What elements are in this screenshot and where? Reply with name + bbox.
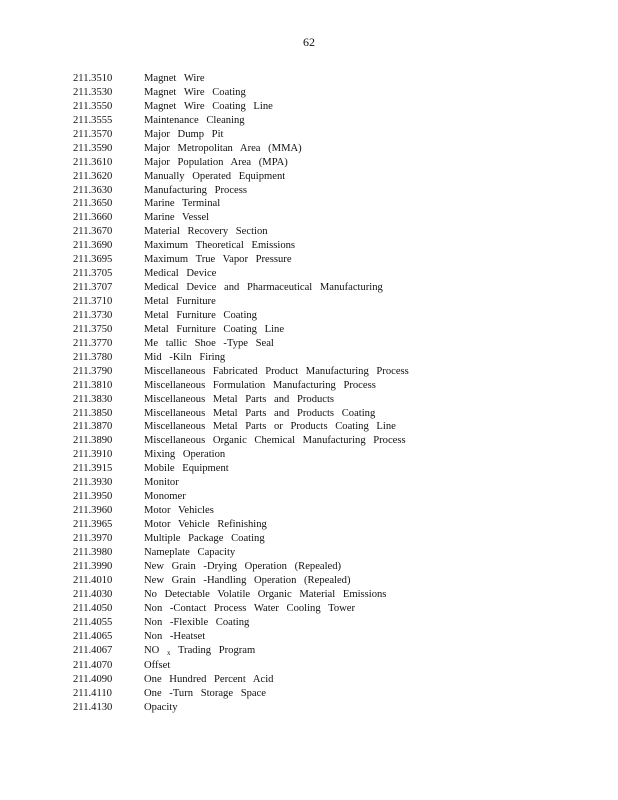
term-prefix: NO xyxy=(144,645,160,657)
defined-term: Non -Heatset xyxy=(144,630,206,642)
section-number: 211.3950 xyxy=(73,491,113,503)
defined-term: Motor Vehicle Refinishing xyxy=(144,519,267,530)
section-number: 211.4130 xyxy=(73,702,113,714)
defined-term: Non -Flexible Coating xyxy=(144,616,250,628)
section-number: 211.4010 xyxy=(73,574,113,586)
defined-term: Opacity xyxy=(144,702,178,714)
section-number: 211.3980 xyxy=(73,546,113,558)
section-number: 211.3695 xyxy=(73,254,113,266)
defined-term: Me tallic Shoe -Type Seal xyxy=(144,337,274,349)
defined-term: Medical Device and Pharmaceutical Manufacturing xyxy=(144,282,383,294)
section-number: 211.3930 xyxy=(73,477,113,489)
defined-term: Metal Furniture Coating Line xyxy=(144,323,285,335)
defined-term: Miscellaneous Metal Parts and Products xyxy=(144,393,335,405)
section-number: 211.3610 xyxy=(73,156,113,168)
section-number: 211.3650 xyxy=(73,198,113,210)
defined-term: Medical Device xyxy=(144,268,217,280)
defined-term: Maximum Theoretical Emissions xyxy=(144,240,296,252)
section-number: 211.4067 xyxy=(73,645,113,657)
defined-term: Offset xyxy=(144,660,171,672)
defined-term: Miscellaneous Metal Parts or Products Coating Line xyxy=(144,421,396,433)
defined-term: Magnet Wire Coating Line xyxy=(144,100,273,112)
section-number: 211.3970 xyxy=(73,532,113,544)
section-number: 211.3790 xyxy=(73,365,113,377)
defined-term: Major Metropolitan Area (MMA) xyxy=(144,142,302,154)
defined-term: Marine Vessel xyxy=(144,212,210,224)
defined-term: Monomer xyxy=(144,491,186,503)
section-number: 211.3555 xyxy=(73,114,113,126)
defined-term: Manually Operated Equipment xyxy=(144,170,286,182)
section-number: 211.4090 xyxy=(73,674,113,686)
defined-term: Metal Furniture xyxy=(144,296,216,307)
section-number: 211.3670 xyxy=(73,226,113,238)
section-number: 211.3990 xyxy=(73,560,113,572)
defined-term: Multiple Package Coating xyxy=(144,532,265,544)
defined-term: Major Population Area (MPA) xyxy=(144,156,288,168)
section-number: 211.3660 xyxy=(73,212,113,224)
section-number: 211.4110 xyxy=(73,688,112,700)
section-number: 211.3730 xyxy=(73,309,113,321)
term-subscript: x xyxy=(166,649,171,658)
defined-term: Miscellaneous Formulation Manufacturing Process xyxy=(144,379,376,391)
section-number: 211.3910 xyxy=(73,449,113,461)
section-number: 211.3780 xyxy=(73,351,113,363)
section-number: 211.3965 xyxy=(73,519,113,530)
defined-term: Miscellaneous Fabricated Product Manufacturing Process xyxy=(144,365,409,377)
section-number: 211.4030 xyxy=(73,588,113,600)
defined-term: Mobile Equipment xyxy=(144,463,229,475)
defined-term: Motor Vehicles xyxy=(144,505,214,517)
defined-term: New Grain -Handling Operation (Repealed) xyxy=(144,574,351,586)
section-number: 211.3750 xyxy=(73,323,113,335)
defined-term: New Grain -Drying Operation (Repealed) xyxy=(144,560,342,572)
section-number: 211.3707 xyxy=(73,282,113,294)
defined-term: Miscellaneous Metal Parts and Products Coating xyxy=(144,407,376,419)
section-number: 211.3960 xyxy=(73,505,113,517)
section-number: 211.3710 xyxy=(73,296,113,307)
defined-term: Material Recovery Section xyxy=(144,226,268,238)
defined-term: Maximum True Vapor Pressure xyxy=(144,254,292,266)
defined-term: Magnet Wire Coating xyxy=(144,86,246,98)
section-number: 211.4055 xyxy=(73,616,113,628)
section-number: 211.4065 xyxy=(73,630,113,642)
defined-term: Mid -Kiln Firing xyxy=(144,351,226,363)
section-number: 211.3850 xyxy=(73,407,113,419)
defined-term: One -Turn Storage Space xyxy=(144,688,266,700)
section-number: 211.3590 xyxy=(73,142,113,154)
section-number: 211.4070 xyxy=(73,660,113,672)
section-number: 211.3630 xyxy=(73,184,113,196)
section-number: 211.3810 xyxy=(73,379,113,391)
section-number: 211.3870 xyxy=(73,421,113,433)
defined-term: Metal Furniture Coating xyxy=(144,309,257,321)
defined-term: Non -Contact Process Water Cooling Tower xyxy=(144,602,356,614)
defined-term: Nameplate Capacity xyxy=(144,546,236,558)
section-number: 211.4050 xyxy=(73,602,113,614)
section-number: 211.3705 xyxy=(73,268,113,280)
defined-term: Miscellaneous Organic Chemical Manufacturing Process xyxy=(144,435,406,447)
section-number: 211.3570 xyxy=(73,128,113,140)
defined-term: Monitor xyxy=(144,477,179,489)
defined-term: One Hundred Percent Acid xyxy=(144,674,274,686)
defined-term: Manufacturing Process xyxy=(144,184,247,196)
defined-term: No Detectable Volatile Organic Material Emissions xyxy=(144,588,387,600)
section-number: 211.3690 xyxy=(73,240,113,252)
section-number: 211.3770 xyxy=(73,337,113,349)
defined-term: Magnet Wire xyxy=(144,73,205,84)
section-number: 211.3890 xyxy=(73,435,113,447)
term-suffix: Trading Program xyxy=(177,645,256,657)
section-number: 211.3530 xyxy=(73,86,113,98)
defined-term: Mixing Operation xyxy=(144,449,226,461)
section-number: 211.3915 xyxy=(73,463,113,475)
page-number: 62 xyxy=(303,35,315,49)
section-number: 211.3830 xyxy=(73,393,113,405)
section-number: 211.3620 xyxy=(73,170,113,182)
defined-term: Marine Terminal xyxy=(144,198,221,210)
defined-term: Maintenance Cleaning xyxy=(144,114,245,126)
defined-term: Major Dump Pit xyxy=(144,128,224,140)
section-number: 211.3550 xyxy=(73,100,113,112)
section-number: 211.3510 xyxy=(73,73,113,84)
